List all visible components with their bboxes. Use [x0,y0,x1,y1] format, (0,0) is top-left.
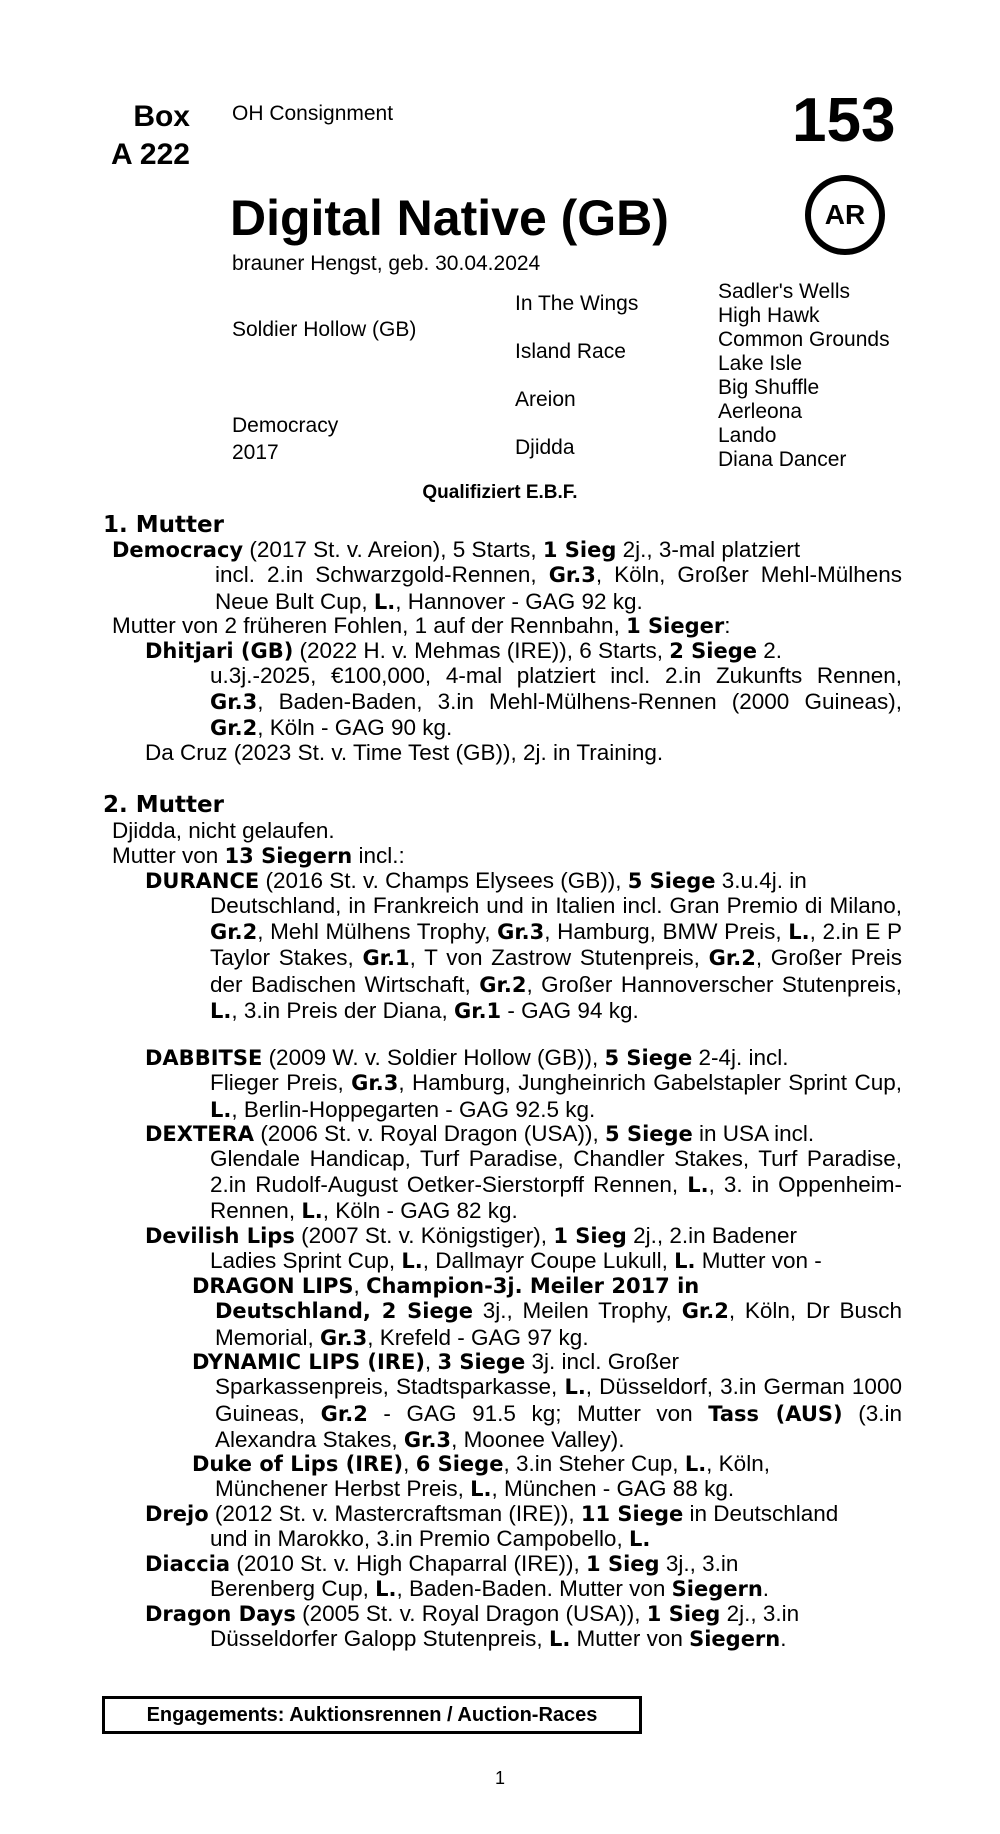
pedigree-dam: Democracy [232,414,339,437]
foal-dabbitse-cont: Flieger Preis, Gr.3, Hamburg, Jungheinrich Gabelstapler Sprint Cup, L., Berlin-Hoppegarten - GAG 92.5 kg. [210,1070,902,1122]
pedigree-gen3-4: Lake Isle [718,352,803,375]
pedigree-dam-sire: Areion [515,388,576,411]
foal-dragon-days-cont: Düsseldorfer Galopp Stutenpreis, L. Mutter von Siegern. [210,1626,787,1651]
horse-description: brauner Hengst, geb. 30.04.2024 [232,252,541,275]
pedigree-gen3-8: Diana Dancer [718,448,847,471]
foal-duke-of-lips-cont: Münchener Herbst Preis, L., München - GAG 88 kg. [215,1476,735,1501]
pedigree-dam-year: 2017 [232,441,279,464]
pedigree-gen3-2: High Hawk [718,304,820,327]
pedigree-gen3-6: Aerleona [718,400,803,423]
pedigree-gen3-5: Big Shuffle [718,376,820,399]
pedigree-sire-sire: In The Wings [515,292,639,315]
foal-dragon-lips-cont: Deutschland, 2 Siege 3j., Meilen Trophy, Gr.2, Köln, Dr Busch Memorial, Gr.3, Krefeld - GAG 97 kg. [215,1298,902,1350]
second-dam-djidda: Djidda, nicht gelaufen. [112,818,335,843]
first-dam-heading: 1. Mutter [103,512,224,538]
foal-durance-cont: Deutschland, in Frankreich und in Italien incl. Gran Premio di Milano, Gr.2, Mehl Mülhens Trophy, Gr.3, Hamburg, BMW Preis, L., 2.in E P Taylor Stakes, Gr.1, T von Zastrow Stutenpreis, Gr.2, Großer Preis der Badischen Wirtschaft, Gr.2, Großer Hannoverscher Stutenpreis, L., 3.in Preis der Diana, Gr.1 - GAG 94 kg. [210,893,902,1023]
page-number: 1 [494,1768,505,1788]
ar-badge: AR [805,175,885,255]
pedigree-gen3-3: Common Grounds [718,328,890,351]
first-dam-name: Democracy [112,538,244,562]
pedigree-dam-dam: Djidda [515,436,575,459]
foal-diaccia-cont: Berenberg Cup, L., Baden-Baden. Mutter von Siegern. [210,1576,770,1601]
foal-dabbitse: DABBITSE (2009 W. v. Soldier Hollow (GB)), 5 Siege 2-4j. incl. [145,1045,789,1070]
foal-duke-of-lips: Duke of Lips (IRE), 6 Siege, 3.in Steher Cup, L., Köln, [192,1451,770,1476]
foal-drejo: Drejo (2012 St. v. Mastercraftsman (IRE)), 11 Siege in Deutschland [145,1501,839,1526]
pedigree-sire-dam: Island Race [515,340,626,363]
pedigree-gen3-1: Sadler's Wells [718,280,850,303]
pedigree-gen3-7: Lando [718,424,777,447]
engagements-box: Engagements: Auktionsrennen / Auction-Races [102,1696,642,1734]
foal-dextera-cont: Glendale Handicap, Turf Paradise, Chandler Stakes, Turf Paradise, 2.in Rudolf-August Oetker-Sierstorpff Rennen, L., 3. in Oppenheim-Rennen, L., Köln - GAG 82 kg. [210,1146,902,1223]
foal-diaccia: Diaccia (2010 St. v. High Chaparral (IRE)), 1 Sieg 3j., 3.in [145,1551,739,1576]
foal-dragon-days: Dragon Days (2005 St. v. Royal Dragon (USA)), 1 Sieg 2j., 3.in [145,1601,800,1626]
second-dam-heading: 2. Mutter [103,792,224,818]
foal-dhitjari-cont: u.3j.-2025, €100,000, 4-mal platziert incl. 2.in Zukunfts Rennen, Gr.3, Baden-Baden, 3.in Mehl-Mülhens-Rennen (2000 Guineas), Gr.2, Köln - GAG 90 kg. [210,663,902,740]
qualification: Qualifiziert E.B.F. [422,482,578,503]
lot-number: 153 [792,86,896,155]
foal-dynamic-lips-cont: Sparkassenpreis, Stadtsparkasse, L., Düsseldorf, 3.in German 1000 Guineas, Gr.2 - GAG 91.5 kg; Mutter von Tass (AUS) (3.in Alexandra Stakes, Gr.3, Moonee Valley). [215,1374,903,1452]
horse-name: Digital Native (GB) [230,190,669,246]
first-dam-entry-cont: incl. 2.in Schwarzgold-Rennen, Gr.3, Köln, Großer Mehl-Mülhens Neue Bult Cup, L., Hannover - GAG 92 kg. [215,562,903,614]
foal-dextera: DEXTERA (2006 St. v. Royal Dragon (USA)), 5 Siege in USA incl. [145,1121,815,1146]
foal-dynamic-lips: DYNAMIC LIPS (IRE), 3 Siege 3j. incl. Großer [192,1349,679,1374]
first-dam-produce: Mutter von 2 früheren Fohlen, 1 auf der Rennbahn, 1 Sieger: [112,613,731,638]
box-label: Box [133,100,190,133]
foal-devilish-lips-cont: Ladies Sprint Cup, L., Dallmayr Coupe Lukull, L. Mutter von - [210,1248,822,1273]
foal-drejo-cont: und in Marokko, 3.in Premio Campobello, L. [210,1526,651,1551]
foal-devilish-lips: Devilish Lips (2007 St. v. Königstiger), 1 Sieg 2j., 2.in Badener [145,1223,797,1248]
box-code: A 222 [111,138,190,171]
foal-dragon-lips: DRAGON LIPS, Champion-3j. Meiler 2017 in [192,1273,700,1298]
foal-da-cruz: Da Cruz (2023 St. v. Time Test (GB)), 2j. in Training. [145,740,664,765]
foal-durance: DURANCE (2016 St. v. Champs Elysees (GB)), 5 Siege 3.u.4j. in [145,868,807,893]
pedigree-sire: Soldier Hollow (GB) [232,318,417,341]
second-dam-produce: Mutter von 13 Siegern incl.: [112,843,405,868]
foal-dhitjari: Dhitjari (GB) (2022 H. v. Mehmas (IRE)), 6 Starts, 2 Siege 2. [145,638,783,663]
box-number [95,98,190,174]
consignor: OH Consignment [232,102,394,125]
first-dam-entry: Democracy (2017 St. v. Areion), 5 Starts, 1 Sieg 2j., 3-mal platziert [112,537,801,562]
